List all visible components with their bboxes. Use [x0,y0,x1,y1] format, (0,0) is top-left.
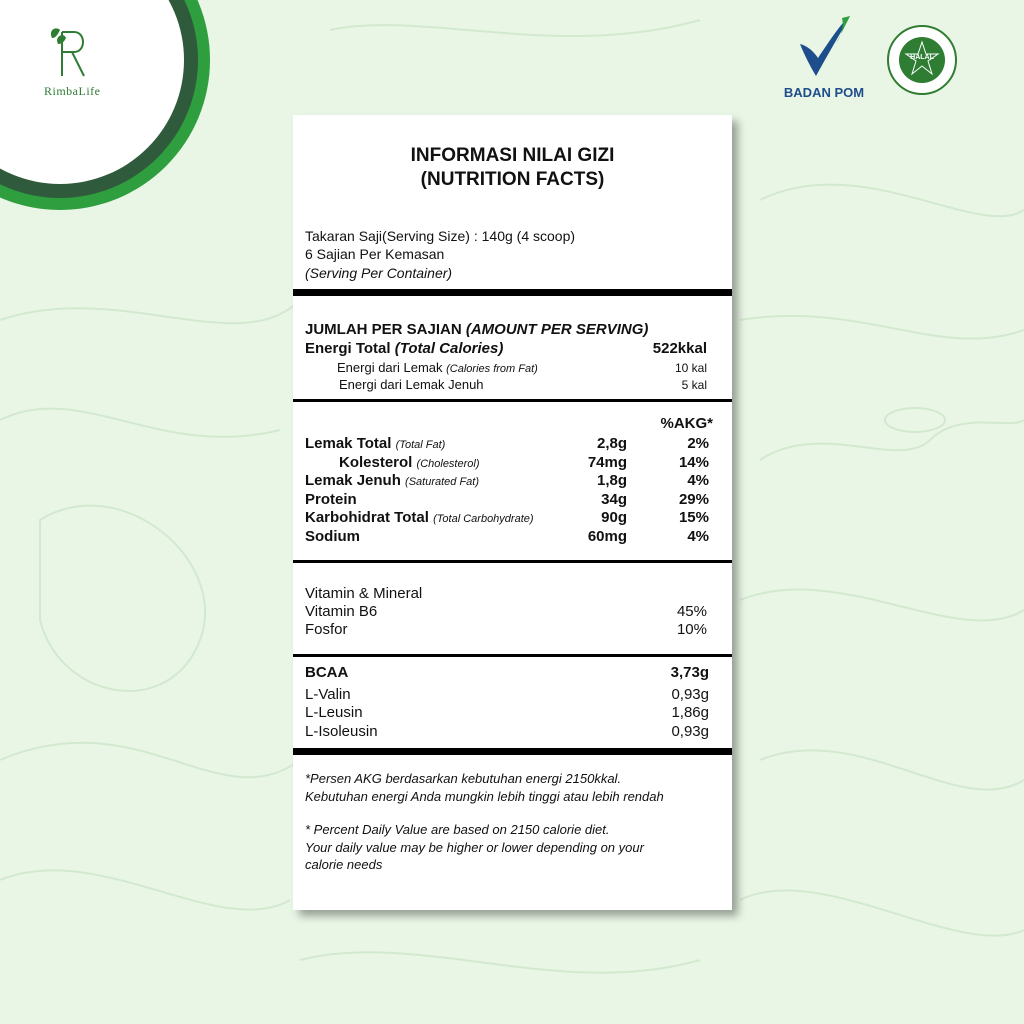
nutrient-name [305,472,479,489]
halal-mui-logo [886,24,958,96]
nutrient-amount: 60mg [587,527,627,545]
nutrient-name [339,454,480,471]
brand-logo-badge [0,0,210,210]
label-subtitle: (NUTRITION FACTS) [420,169,605,190]
nutrient-name [305,491,357,508]
energy-total-label [305,340,503,357]
nutrient-akg: 2% [687,435,709,452]
brand-name: RimbaLife [44,84,101,98]
l-isoleusin-label: L-Isoleusin [305,723,378,740]
nutrient-amount: 74mg [587,453,627,471]
nutrient-name-en: (Total Carbohydrate) [433,513,534,525]
energy-fat-value: 10 kal [674,361,707,375]
amount-heading-en: (AMOUNT PER SERVING) [465,321,649,338]
nutrient-name-en: (Saturated Fat) [405,476,480,488]
servings-per-pack: 6 Sajian Per Kemasan [305,246,445,262]
note-en-2: Your daily value may be higher or lower depending on your [305,840,644,855]
l-valin-value: 0,93g [671,686,709,703]
nutrient-amount: 34g [601,490,627,508]
fosfor-akg: 10% [676,621,707,638]
vitamin-heading: Vitamin & Mineral [305,585,423,602]
divider-thick [293,748,732,755]
nutrient-amount: 90g [601,509,627,526]
serving-size: Takaran Saji(Serving Size) : 140g (4 scoop) [305,228,576,244]
nutrient-akg: 14% [678,453,709,471]
note-en-3: calorie needs [305,857,383,872]
energy-fat-text: Energi dari Lemak [337,360,443,375]
nutrient-amount: 1,8g [596,472,627,489]
bpom-logo [778,14,870,100]
bcaa-value: 3,73g [670,664,709,681]
nutrient-akg: 29% [678,490,709,508]
nutrient-amount: 2,8g [596,435,627,452]
nutrient-name-text: Karbohidrat Total [305,509,429,526]
amount-heading-text: JUMLAH PER SAJIAN [305,321,462,338]
nutrient-name-text: Protein [305,490,357,508]
note-id-1: *Persen AKG berdasarkan kebutuhan energi 2150kkal. [305,771,622,786]
l-isoleusin-value: 0,93g [671,723,709,740]
fosfor-label: Fosfor [305,621,348,638]
akg-header: %AKG* [660,415,713,432]
divider [293,399,732,402]
nutrient-name-text: Sodium [305,527,360,545]
divider [293,560,732,563]
nutrient-name [305,528,360,545]
energy-total-value: 522kkal [652,340,707,357]
bcaa-label: BCAA [305,664,349,681]
halal-text: HALAL [910,54,934,61]
servings-per-container: (Serving Per Container) [305,265,453,281]
vitamin-b6-label: Vitamin B6 [305,603,378,620]
l-valin-label: L-Valin [305,686,351,703]
nutrient-akg: 15% [678,509,709,526]
note-en-1: * Percent Daily Value are based on 2150 calorie diet. [305,822,610,837]
nutrition-facts-label [293,115,732,910]
energy-fat-label [337,360,538,375]
bpom-label: BADAN POM [783,85,865,100]
energy-total-text: Energi Total [305,340,391,357]
amount-heading [305,321,648,338]
nutrient-name-text: Kolesterol [339,453,413,471]
energy-satfat-label: Energi dari Lemak Jenuh [339,377,484,392]
nutrient-name-text: Lemak Total [305,435,392,452]
label-title: INFORMASI NILAI GIZI [410,145,615,166]
divider-thick [293,289,732,296]
energy-total-en: (Total Calories) [394,340,504,357]
vitamin-b6-akg: 45% [676,603,707,620]
l-leusin-label: L-Leusin [305,704,363,721]
bpom-check-icon [778,14,870,80]
leaf-r-icon [46,24,94,82]
nutrient-name [305,435,445,452]
energy-satfat-value: 5 kal [681,378,707,392]
nutrient-name-en: (Total Fat) [395,439,446,451]
note-id-2: Kebutuhan energi Anda mungkin lebih tinggi atau lebih rendah [305,789,664,804]
nutrient-akg: 4% [687,472,709,489]
l-leusin-value: 1,86g [671,704,709,721]
nutrient-akg: 4% [687,527,709,545]
divider [293,654,732,657]
energy-fat-en: (Calories from Fat) [446,363,538,375]
nutrient-name-text: Lemak Jenuh [305,472,401,489]
nutrient-name-en: (Cholesterol) [416,457,480,470]
nutrient-name [305,509,534,526]
